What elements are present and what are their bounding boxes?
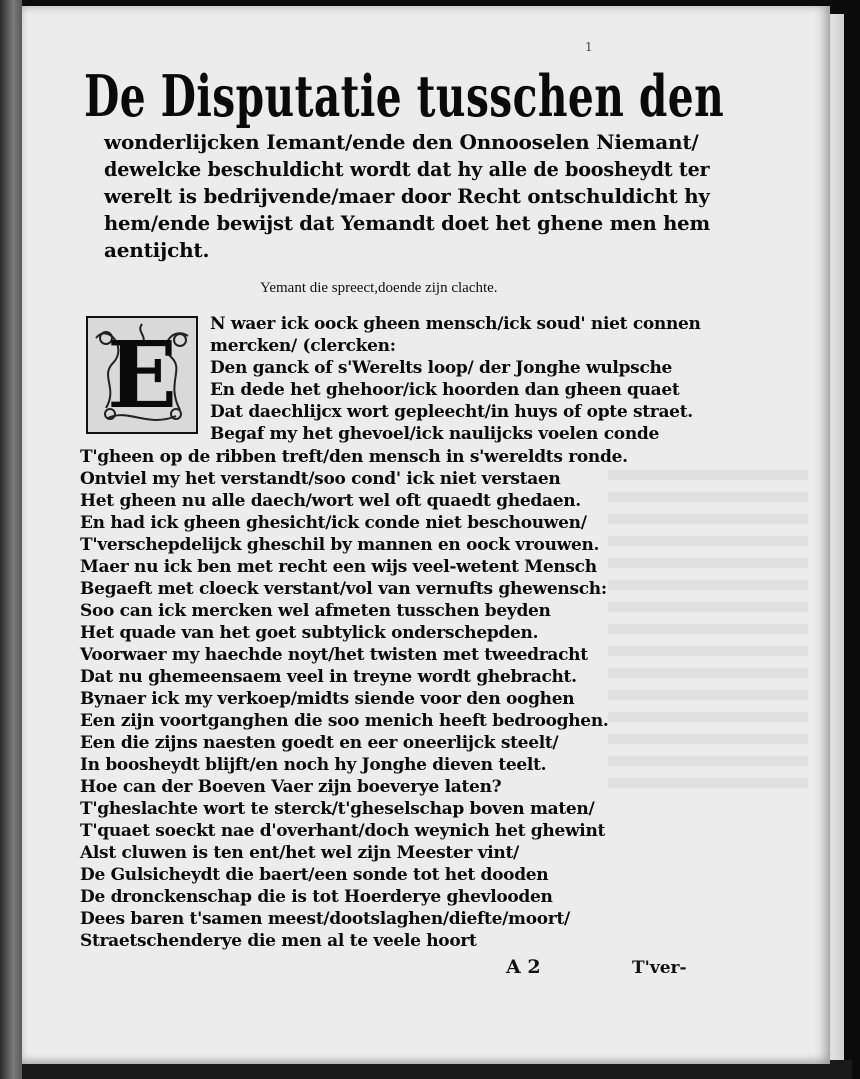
verse-line: Begaeft met cloeck verstant/vol van vernufts ghewensch: [80,579,607,599]
subtitle-line: dewelcke beschuldicht wordt dat hy alle de boosheydt ter [104,157,710,181]
signature-mark: A 2 [506,956,541,978]
subtitle-line: aentijcht. [104,238,210,262]
verse-line: mercken/ (clercken: [210,336,396,356]
folio-mark: 1 [585,40,593,54]
verse-line: N waer ick oock gheen mensch/ick soud' niet connen [210,314,701,334]
verse-line: Straetschenderye die men al te veele hoort [80,931,477,951]
decorated-initial [86,316,198,434]
page-title: De Disputatie tusschen den [84,62,725,130]
subtitle-line: wonderlijcken Iemant/ende den Onnooselen Niemant/ [104,130,699,154]
initial-letter: E [106,321,178,429]
verse-line: Een die zijns naesten goedt en eer oneerlijck steelt/ [80,733,559,753]
verse-line: T'verschepdelijck gheschil by mannen en oock vrouwen. [80,535,600,555]
verse-line: Het gheen nu alle daech/wort wel oft quaedt ghedaen. [80,491,581,511]
verse-line: Den ganck of s'Werelts loop/ der Jonghe wulpsche [210,358,673,378]
verse-line: Voorwaer my haechde noyt/het twisten met tweedracht [80,645,588,665]
subtitle-line: werelt is bedrijvende/maer door Recht ontschuldicht hy [104,184,710,208]
verse-line: In boosheydt blijft/en noch hy Jonghe dieven teelt. [80,755,547,775]
verse-line: Soo can ick mercken wel afmeten tusschen beyden [80,601,551,621]
verse-line: Maer nu ick ben met recht een wijs veel-wetent Mensch [80,557,597,577]
verse-line: Dees baren t'samen meest/dootslaghen/diefte/moort/ [80,909,570,929]
verse-line: En dede het ghehoor/ick hoorden dan gheen quaet [210,380,680,400]
verse-line: T'gheen op de ribben treft/den mensch in s'wereldts ronde. [80,447,628,467]
verse-line: Dat daechlijcx wort gepleecht/in huys of opte straet. [210,402,693,422]
catchword: T'ver- [632,958,687,978]
verse-line: Begaf my het ghevoel/ick naulijcks voelen conde [210,424,659,444]
verse-line: Dat nu ghemeensaem veel in treyne wordt ghebracht. [80,667,577,687]
verse-line: Een zijn voortganghen die soo menich heeft bedrooghen. [80,711,609,731]
verse-line: T'quaet soeckt nae d'overhant/doch weynich het ghewint [80,821,606,841]
verse-line: Bynaer ick my verkoep/midts siende voor den ooghen [80,689,575,709]
verse-line: En had ick gheen ghesicht/ick conde niet beschouwen/ [80,513,587,533]
verse-line: Alst cluwen is ten ent/het wel zijn Meester vint/ [80,843,519,863]
verse-line: T'gheslachte wort te sterck/t'gheselschap boven maten/ [80,799,595,819]
verse-line: De Gulsicheydt die baert/een sonde tot het dooden [80,865,549,885]
speaker-caption: Yemant die spreect,doende zijn clachte. [260,280,498,296]
book-gutter-edge [0,0,22,1079]
verse-line: De dronckenschap die is tot Hoerderye ghevlooden [80,887,553,907]
verse-line: Hoe can der Boeven Vaer zijn boeverye laten? [80,777,502,797]
subtitle-line: hem/ende bewijst dat Yemandt doet het ghene men hem [104,211,710,235]
verse-line: Ontviel my het verstandt/soo cond' ick niet verstaen [80,469,561,489]
verse-line: Het quade van het goet subtylick onderschepden. [80,623,539,643]
